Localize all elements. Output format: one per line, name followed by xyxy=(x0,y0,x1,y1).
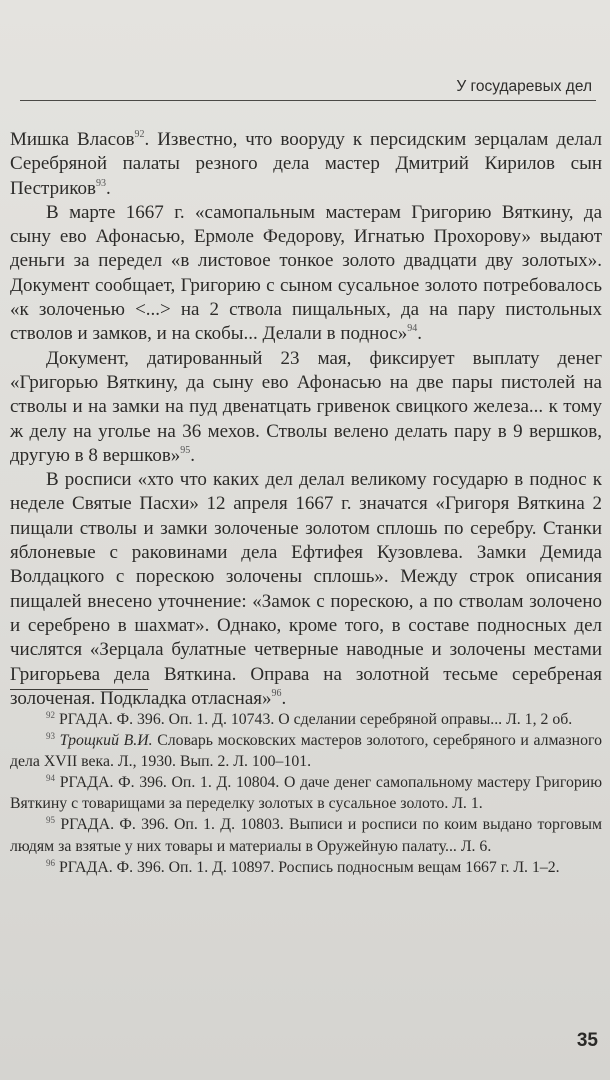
text-run: . Известно, что вооруду к персидским зерцалам делал Серебряной палаты резного дела мастер Дмитрий Кирилов сын Пестриков xyxy=(10,129,602,199)
footnote-ref[interactable]: 96 xyxy=(271,687,282,699)
footnote-ref[interactable]: 92 xyxy=(134,129,145,140)
footnote-number: 93 xyxy=(46,731,55,742)
paragraph xyxy=(10,347,602,468)
footnote-text: РГАДА. Ф. 396. Оп. 1. Д. 10803. Выписи и росписи по коим выдано торговым людям за взятые у них товары и материалы в Оружейную палату... Л. 6. xyxy=(10,816,603,855)
footnote-divider xyxy=(10,689,148,690)
footnote-number: 92 xyxy=(46,710,55,720)
text-run: . xyxy=(190,444,196,466)
footnote-number: 95 xyxy=(46,815,55,826)
paragraph xyxy=(10,201,602,347)
footnote xyxy=(10,730,602,772)
running-head: У государевых дел xyxy=(456,78,592,95)
footnote-text: РГАДА. Ф. 396. Оп. 1. Д. 10897. Роспись подносным вещам 1667 г. Л. 1–2. xyxy=(58,858,560,876)
footnote xyxy=(10,857,602,878)
footnote-ref[interactable]: 95 xyxy=(180,444,191,456)
footnote xyxy=(10,814,602,856)
footnote-author: Трощкий В.И. xyxy=(59,732,153,750)
text-run: В росписи «хто что каких дел делал великому государю в поднос к неделе Святые Пасхи» 12 апреля 1667 г. значатся «Григоря Вяткина 2 пищали стволы и замки золоченые золотом сплошь по серебру. Станки яблоневые с раковинами дела Ефтифея Кузовлева. Замки Демида Волдацкого с порескою золочены сплошь». Между строк описания пищалей внесено уточнение: «Замок с порескою, а по стволам золочено и серебрено в шахмат». Однако, кроме того, в составе подносных дел числятся «Зерцала булатные четверные наводные и золочены местами Григорьева дела Вяткина. Оправа на золотной тесьме серебреная золоченая. Подкладка отласная» xyxy=(10,469,602,709)
text-run: . xyxy=(281,687,287,709)
page-header xyxy=(20,78,596,101)
text-run: . xyxy=(106,177,111,199)
footnote-ref[interactable]: 93 xyxy=(96,177,107,189)
footnotes xyxy=(10,709,602,878)
paragraph xyxy=(10,128,602,201)
footnote-number: 94 xyxy=(46,773,55,784)
page-number: 35 xyxy=(576,1030,598,1051)
footnote-text: Словарь московских мастеров золотого, серебряного и алмазного дела XVII века. Л., 1930. Вып. 2. Л. 100–101. xyxy=(10,732,603,771)
text-run: Документ, датированный 23 мая, фиксирует выплату денег «Григорью Вяткину, да сыну ево Афонасью на две пары пистолей на стволы и на замки на пуд двенатцать гривенок свицкого железа... к тому ж делу на уголье на 36 мехов. Стволы велено делать пару в 9 вершков, другую в 8 вершков» xyxy=(10,347,602,466)
paragraph xyxy=(10,468,602,711)
footnote-text: РГАДА. Ф. 396. Оп. 1. Д. 10804. О даче денег самопальному мастеру Григорию Вяткину с товарищами за переделку золотых в сусальное золото. Л. 1. xyxy=(10,774,603,813)
text-run: В марте 1667 г. «самопальным мастерам Григорию Вяткину, да сыну ево Афонасью, Ермоле Федорову, Игнатью Прохорову» выдают деньги за передел «в листовое тонкое золото двадцати дву золотых». Документ сообщает, Григорию с сыном сусальное золото потребовалось «к золоченью <...> на 2 ствола пищальных, да на пару пистольных стволов и замков, и на скобы... Делали в поднос» xyxy=(10,201,602,345)
footnote xyxy=(10,772,602,814)
footnote-ref[interactable]: 94 xyxy=(407,323,418,335)
text-run: . xyxy=(417,323,422,345)
main-text xyxy=(10,128,602,711)
text-run: Мишка Власов xyxy=(10,129,135,150)
footnote-text: РГАДА. Ф. 396. Оп. 1. Д. 10743. О сделании серебряной оправы... Л. 1, 2 об. xyxy=(58,711,573,728)
footnote-number: 96 xyxy=(46,857,55,868)
footnote xyxy=(10,709,602,730)
